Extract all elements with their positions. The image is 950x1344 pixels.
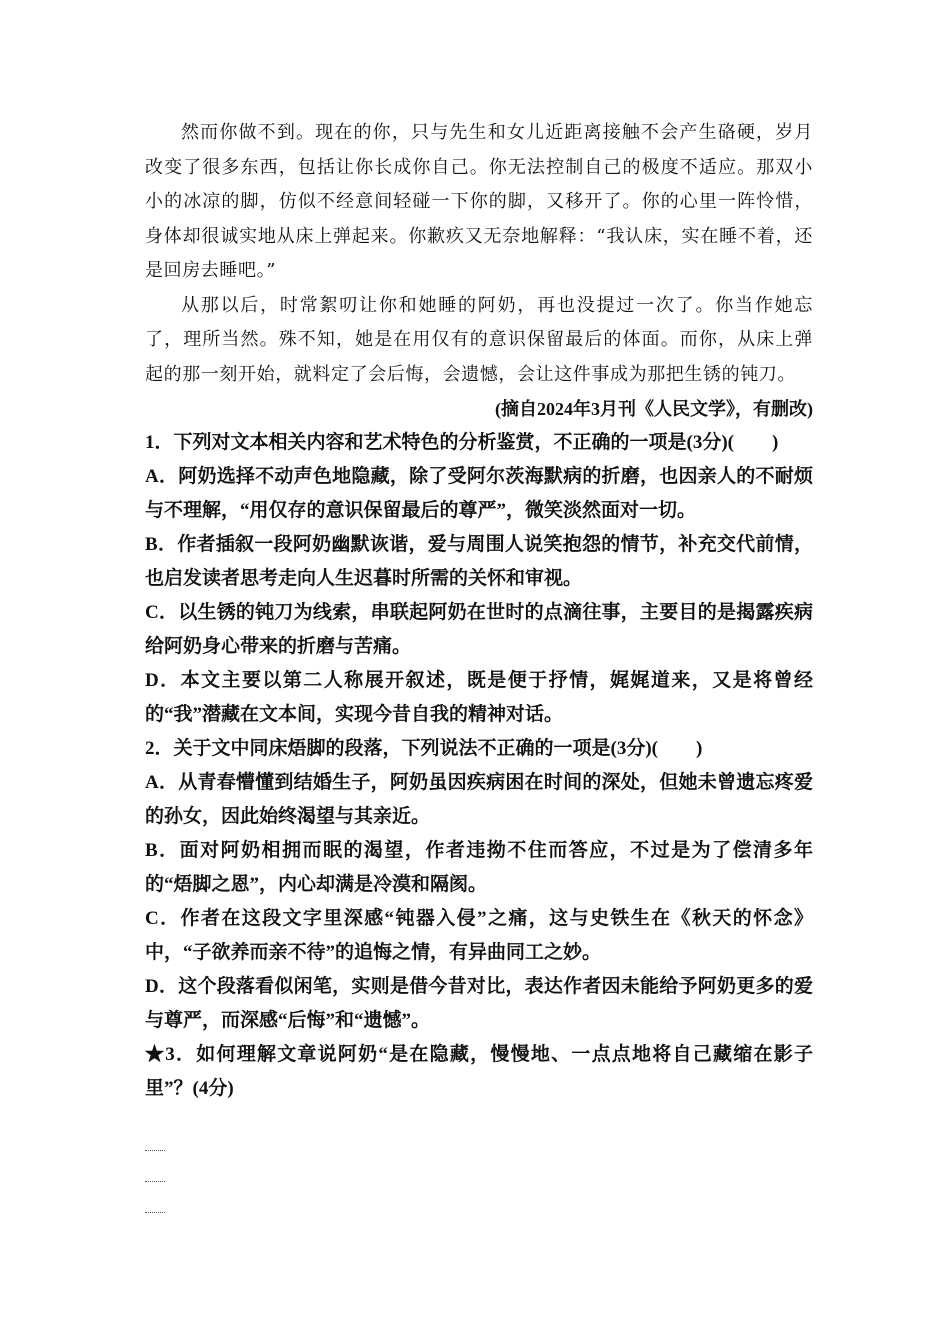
- answer-line: [145, 1151, 165, 1182]
- question-stem: 1．下列对文本相关内容和艺术特色的分析鉴赏，不正确的一项是(3分)( ): [145, 432, 779, 453]
- passage-paragraph: 然而你做不到。现在的你，只与先生和女儿近距离接触不会产生硌硬，岁月改变了很多东西，包括让你长成你自己。你无法控制自己的极度不适应。那双小小的冰凉的脚，仿似不经意间轻碰一下你的脚，又移开了。你的心里一阵怜惜，身体却很诚实地从床上弹起来。你歉疚又无奈地解释：“我认床，实在睡不着，还是回房去睡吧。”: [145, 122, 813, 281]
- passage-paragraph: 从那以后，时常絮叨让你和她睡的阿奶，再也没提过一次了。你当作她忘了，理所当然。殊不知，她是在用仅有的意识保留最后的体面。而你，从床上弹起的那一刻开始，就料定了会后悔，会遗憾，会让这件事成为那把生锈的钝刀。: [145, 294, 813, 385]
- source-citation: (摘自2024年3月刊《人民文学》，有删改): [495, 399, 813, 419]
- document-page: [145, 116, 813, 1213]
- option-d: D．这个段落看似闲笔，实则是借今昔对比，表达作者因未能给予阿奶更多的爱与尊严，而深感“后悔”和“遗憾”。: [145, 976, 813, 1031]
- option-a: A．阿奶选择不动声色地隐藏，除了受阿尔茨海默病的折磨，也因亲人的不耐烦与不理解，“用仅存的意识保留最后的尊严”，微笑淡然面对一切。: [145, 466, 813, 521]
- question-stem: 2．关于文中同床焐脚的段落，下列说法不正确的一项是(3分)( ): [145, 738, 703, 759]
- answer-line: [145, 1120, 165, 1151]
- question-1: [145, 426, 813, 732]
- option-d: D．本文主要以第二人称展开叙述，既是便于抒情，娓娓道来，又是将曾经的“我”潜藏在文本间，实现今昔自我的精神对话。: [145, 670, 813, 725]
- answer-area[interactable]: [145, 1120, 813, 1213]
- option-b: B．面对阿奶相拥而眠的渴望，作者违拗不住而答应，不过是为了偿清多年的“焐脚之恩”，内心却满是冷漠和隔阂。: [145, 840, 813, 895]
- option-c: C．作者在这段文字里深感“钝器入侵”之痛，这与史铁生在《秋天的怀念》中，“子欲养而亲不待”的追悔之情，有异曲同工之妙。: [145, 908, 813, 963]
- question-stem: ★3．如何理解文章说阿奶“是在隐藏，慢慢地、一点点地将自己藏缩在影子里”？(4分): [145, 1044, 813, 1099]
- answer-line: [145, 1182, 165, 1213]
- question-3: [145, 1038, 813, 1213]
- option-b: B．作者插叙一段阿奶幽默诙谐，爱与周围人说笑抱怨的情节，补充交代前情，也启发读者思考走向人生迟暮时所需的关怀和审视。: [145, 534, 813, 589]
- passage: [145, 116, 813, 392]
- option-a: A．从青春懵懂到结婚生子，阿奶虽因疾病困在时间的深处，但她未曾遗忘疼爱的孙女，因此始终渴望与其亲近。: [145, 772, 813, 827]
- question-2: [145, 732, 813, 1038]
- option-c: C．以生锈的钝刀为线索，串联起阿奶在世时的点滴往事，主要目的是揭露疾病给阿奶身心带来的折磨与苦痛。: [145, 602, 813, 657]
- question-list: [145, 426, 813, 1213]
